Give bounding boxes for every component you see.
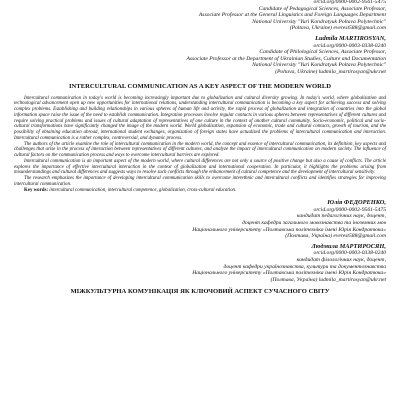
author-block-ua-1: [14, 199, 386, 240]
author-affiliation-line: Associate Professor at the General Linguistics and Foreign Languages Department: [198, 12, 386, 19]
article-title-en: INTERCULTURAL COMMUNICATION AS A KEY ASPECT OF THE MODERN WORLD: [68, 82, 332, 90]
author-name: Ludmila MARTIROSYAN,: [315, 34, 386, 42]
author-affiliation-line: (Полтава, Україна) everest588@gmail.com: [285, 233, 386, 240]
author-affiliation-line: кандидат філологічних наук, доцент,: [296, 257, 386, 264]
author-affiliation-line: Національного університету «Полтавська політехніка імені Юрія Кондратюка»: [192, 226, 386, 233]
author-affiliation-line: (Poltava, Ukraine) everest588@gmail.com: [289, 25, 386, 32]
article-title-ua: МІЖКУЛЬТУРНА КОМУНІКАЦІЯ ЯК КЛЮЧОВИЙ АСПЕКТ СУЧАСНОГО СВІТУ: [70, 288, 330, 296]
author-affiliation-line: Associate Professor at the Department of Ukrainian Studies, Culture and Documentation: [186, 55, 386, 62]
author-orcid: orcid.org/0000-0003-0338-0240: [313, 42, 386, 49]
author-orcid: orcid.org/0000-0002-9561-5475: [313, 206, 386, 213]
author-orcid: orcid.org/0000-0003-0338-0240: [313, 250, 386, 257]
abstract-paragraph: The research emphasizes the importance of developing intercultural communication skills to overcome interethnic and intercultural conflicts and identifies strategies for improving intercultural communication.: [14, 176, 386, 187]
abstract-paragraph: The authors of the article examine the role of intercultural communication in the modern world, the concept and essence of intercultural communication, its definition, key aspects and challenges that arise in the process of interaction between representatives of different cultures, and analyze the impact of intercultural communication on modern society. The influence of cultural factors on the communication process and ways to overcome intercultural barriers are explored.: [14, 141, 386, 159]
author-orcid: orcid.org/0000-0002-9561-5475: [313, 0, 386, 5]
abstract-paragraph: Intercultural communication in today's world is becoming increasingly important due to globalization and cultural diversity growing. In today's world, where globalization and technological advancement open up new opportunities for international relations, understanding intercultural communication is becoming a key aspect for achieving success and solving complex problems. Establishing and building relationships in various spheres of human life and activity, the rapid process of globalization and integration of countries into the global information space raise the issue of the need to establish communication. Integration processes involve regular contacts in various spheres between representatives of different cultures and require solving practical problems and issues of cultural adaptation of representatives of one culture in the context of another cultural community. Socio-economic, political and socio-cultural transformations have significantly changed the image of the modern world. World globalization, expansion of economic, trade and cultural contacts, growth of tourism, and the possibility of obtaining education abroad, international student exchanges, organization of foreign states have actualized the problems of intercultural communication and interaction. Intercultural communication is a rather complex, controversial, and dynamic process.: [14, 95, 386, 141]
keywords-text: intercultural communication, intercultural competence, globalization, cross-cultural education.: [49, 187, 237, 193]
author-affiliation-line: National University "Yuri Kondratyuk Poltava Polytechnic": [252, 18, 386, 25]
author-name: Людмила МАРТИРОСЯН,: [311, 242, 386, 250]
author-affiliation-line: Candidate of Philological Sciences, Associate Professor,: [259, 49, 386, 56]
author-block-ua-2: [14, 243, 386, 284]
keywords-label: Key words:: [24, 187, 49, 193]
author-affiliation-line: кандидат педагогічних наук, доцент,: [296, 213, 386, 220]
author-affiliation-line: (Poltava, Ukraine) ludmila_martirosyan@ukr.net: [275, 68, 386, 75]
author-block-en-1: [14, 0, 386, 32]
author-affiliation-line: Національного університету «Полтавська політехніка імені Юрія Кондратюка»: [192, 270, 386, 277]
author-affiliation-line: National University "Yuri Kondratyuk Poltava Polytechnic": [252, 62, 386, 69]
author-affiliation-line: доцент кафедри українознавства, культури та документознавства: [223, 263, 386, 270]
author-block-en-2: [14, 35, 386, 76]
author-affiliation-line: (Полтава, Україна) ludmila_martirosyan@ukr.net: [270, 276, 386, 283]
author-affiliation-line: доцент кафедри загального мовознавства та іноземних мов: [242, 220, 386, 227]
author-affiliation-line: Candidate of Pedagogical Sciences, Associate Professor,: [258, 5, 386, 12]
author-name: Юлія ФЕДОРЕНКО,: [327, 199, 386, 207]
abstract: [14, 96, 386, 188]
abstract-paragraph: Intercultural communication is an important aspect of the modern world, where cultural differences are not only a source of positive change but also a cause of conflicts. The article explores the importance of effective intercultural interaction in the context of globalization and international cooperation. In particular, it highlights the problems arising from misunderstandings and cultural differences and suggests ways to resolve such conflicts through the enhancement of cultural competence and the development of intercultural sensitivity.: [14, 158, 386, 176]
keywords: [14, 188, 386, 194]
